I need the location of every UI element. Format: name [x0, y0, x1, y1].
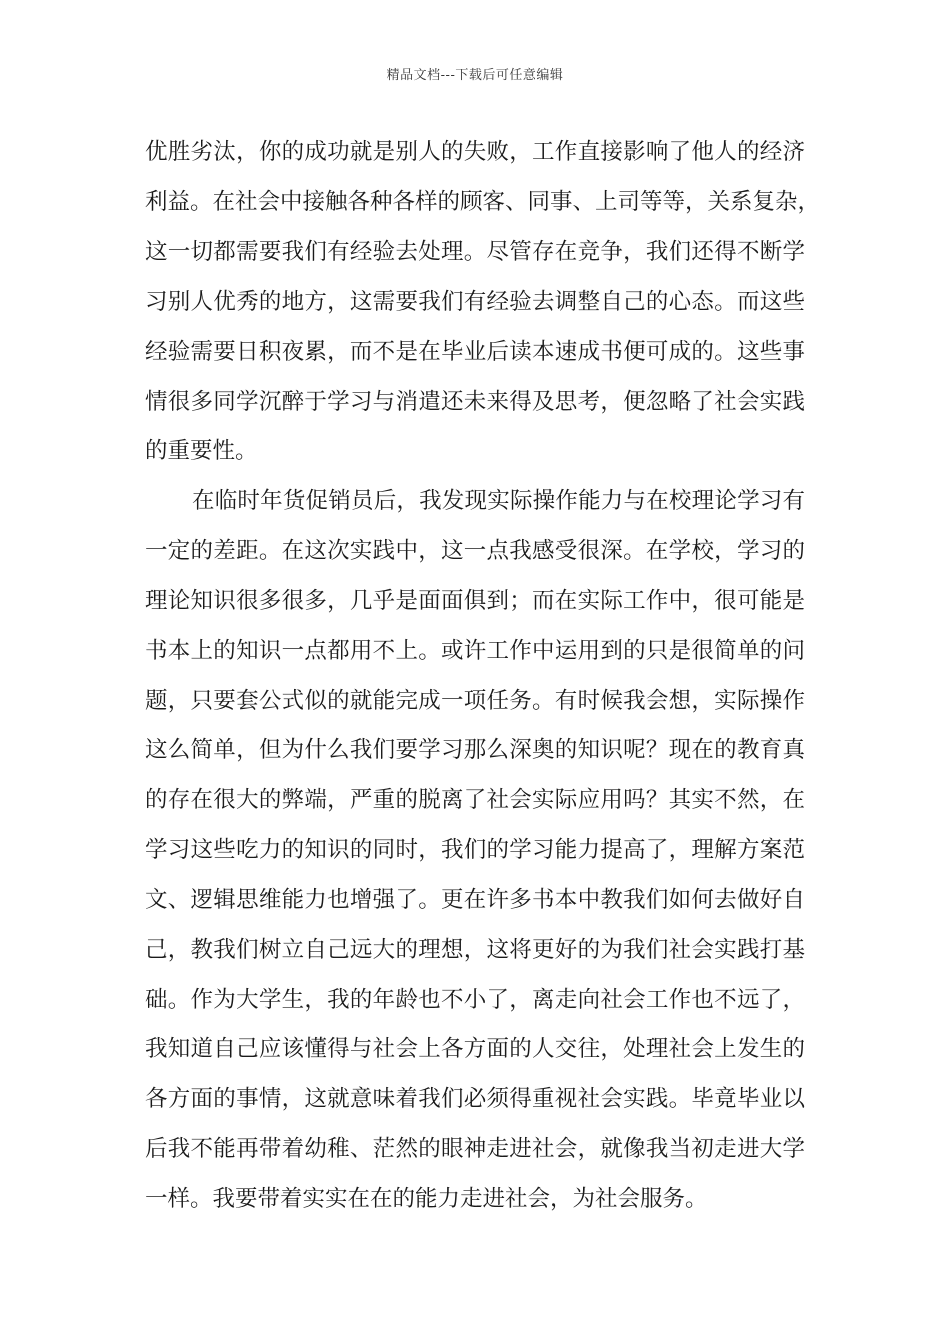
paragraph-2-line-4: 书本上的知识一点都用不上。或许工作中运用到的只是很简单的问: [145, 638, 805, 664]
paragraph-2-line-6: 这么简单，但为什么我们要学习那么深奥的知识呢？现在的教育真: [145, 737, 805, 763]
paragraph-2-line-2: 一定的差距。在这次实践中，这一点我感受很深。在学校，学习的: [145, 538, 805, 564]
page-header: 精品文档---下载后可任意编辑: [386, 68, 564, 83]
paragraph-2-line-14: 后我不能再带着幼稚、茫然的眼神走进社会，就像我当初走进大学: [145, 1136, 805, 1162]
paragraph-2-line-9: 文、逻辑思维能力也增强了。更在许多书本中教我们如何去做好自: [145, 887, 805, 913]
paragraph-2-line-3: 理论知识很多很多，几乎是面面俱到；而在实际工作中，很可能是: [145, 588, 805, 614]
paragraph-1-line-4: 习别人优秀的地方，这需要我们有经验去调整自己的心态。而这些: [145, 289, 805, 315]
paragraph-2-line-7: 的存在很大的弊端，严重的脱离了社会实际应用吗？其实不然，在: [145, 787, 805, 813]
paragraph-2-line-12: 我知道自己应该懂得与社会上各方面的人交往，处理社会上发生的: [145, 1036, 805, 1062]
paragraph-1-line-3: 这一切都需要我们有经验去处理。尽管存在竞争，我们还得不断学: [145, 239, 805, 265]
paragraph-1-line-7: 的重要性。: [145, 438, 258, 464]
paragraph-1-line-2: 利益。在社会中接触各种各样的顾客、同事、上司等等，关系复杂，: [145, 189, 821, 215]
paragraph-2-line-13: 各方面的事情，这就意味着我们必须得重视社会实践。毕竟毕业以: [145, 1086, 805, 1112]
paragraph-2-line-15: 一样。我要带着实实在在的能力走进社会，为社会服务。: [145, 1186, 708, 1212]
paragraph-1-line-6: 情很多同学沉醉于学习与消遣还未来得及思考，便忽略了社会实践: [145, 389, 805, 415]
paragraph-2-line-5: 题，只要套公式似的就能完成一项任务。有时候我会想，实际操作: [145, 688, 805, 714]
paragraph-2-line-1: 在临时年货促销员后，我发现实际操作能力与在校理论学习有: [192, 488, 805, 514]
paragraph-2-line-11: 础。作为大学生，我的年龄也不小了，离走向社会工作也不远了，: [145, 987, 805, 1013]
paragraph-1-line-5: 经验需要日积夜累，而不是在毕业后读本速成书便可成的。这些事: [145, 339, 805, 365]
paragraph-2-line-8: 学习这些吃力的知识的同时，我们的学习能力提高了，理解方案范: [145, 837, 805, 863]
paragraph-1-line-1: 优胜劣汰，你的成功就是别人的失败，工作直接影响了他人的经济: [145, 139, 805, 165]
paragraph-2-line-10: 己，教我们树立自己远大的理想，这将更好的为我们社会实践打基: [145, 937, 805, 963]
